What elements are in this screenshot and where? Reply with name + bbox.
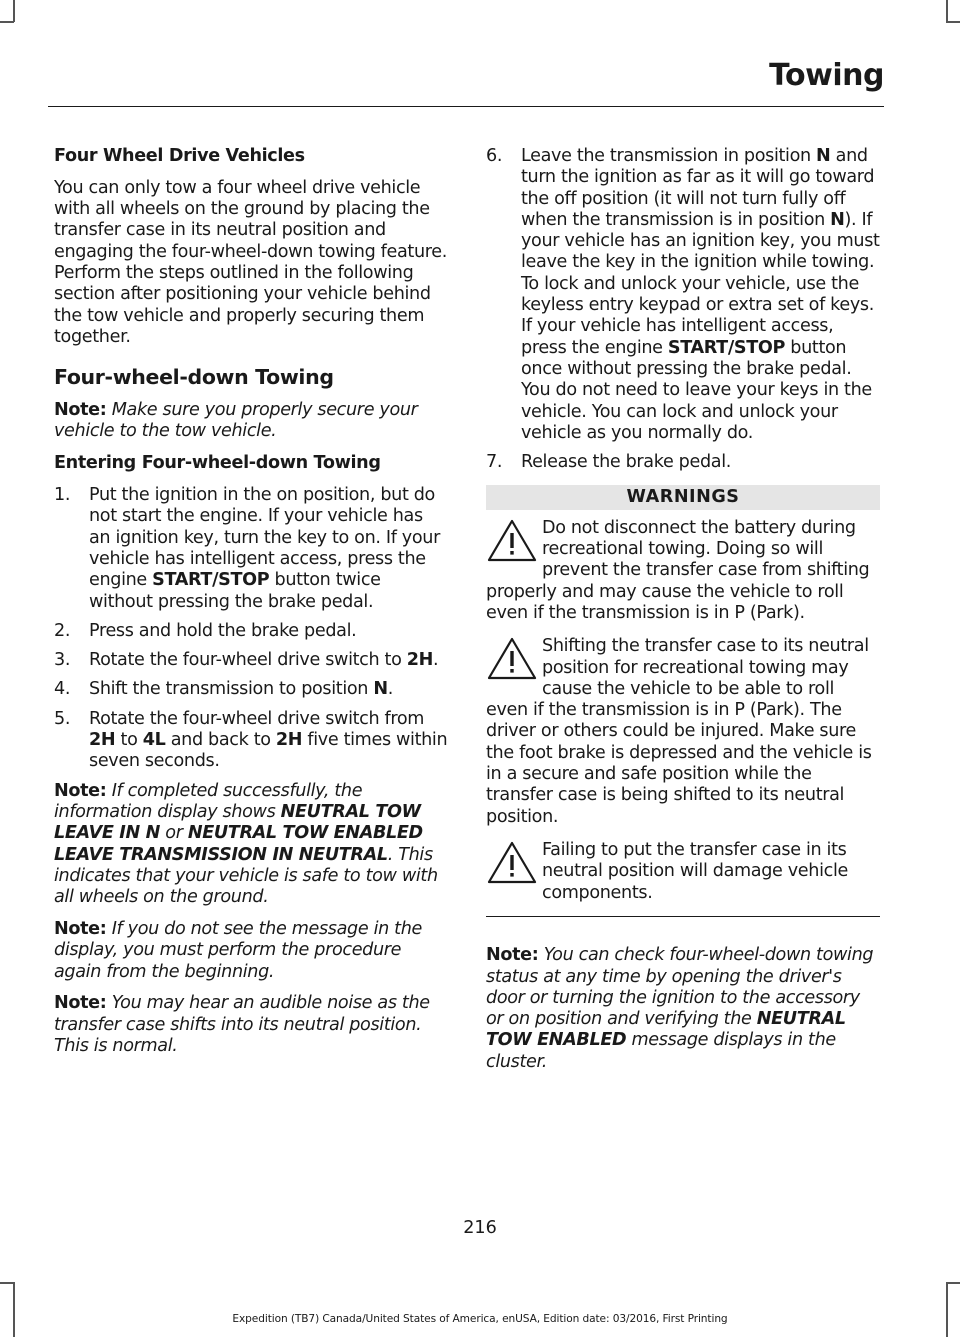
warning-triangle-icon bbox=[486, 518, 538, 564]
subheading: Entering Four-wheel-down Towing bbox=[54, 453, 381, 474]
note-label: Note: bbox=[54, 780, 107, 801]
note-retry: Note: If you do not see the message in the display, you must perform the procedure again from the beginning. bbox=[54, 918, 422, 982]
steps-list-continued bbox=[486, 146, 880, 473]
list-item: 7. Release the brake pedal. bbox=[486, 452, 731, 473]
warning-triangle-icon bbox=[486, 840, 538, 886]
note-label: Note: bbox=[54, 993, 107, 1014]
warning-item bbox=[486, 840, 880, 904]
crop-mark-tl-v bbox=[13, 0, 15, 22]
title-rule bbox=[48, 106, 884, 107]
crop-mark-tr-v bbox=[946, 0, 948, 22]
steps-list bbox=[54, 485, 448, 773]
note-label: Note: bbox=[54, 918, 107, 939]
warnings-end-rule bbox=[486, 916, 880, 918]
warning-item bbox=[486, 518, 880, 624]
edition-footer: Expedition (TB7) Canada/United States of America, enUSA, Edition date: 03/2016, First Printing bbox=[232, 1313, 728, 1325]
warning-text: Failing to put the transfer case in its neutral position will damage vehicle components. bbox=[542, 839, 848, 903]
crop-mark-tl-h bbox=[0, 21, 14, 23]
warnings-header: WARNINGS bbox=[486, 485, 880, 509]
list-item: 2. Press and hold the brake pedal. bbox=[54, 620, 357, 641]
list-item: 5. Rotate the four-wheel drive switch from 2H to 4L and back to 2H five times within seven seconds. bbox=[54, 708, 448, 772]
crop-mark-br-v bbox=[946, 1282, 948, 1337]
warning-text: Do not disconnect the battery during recreational towing. Doing so will prevent the transfer case from shifting properly and may cause the vehicle to roll even if the transmission is in P (Park). bbox=[486, 517, 870, 623]
warning-triangle-icon bbox=[486, 636, 538, 682]
note-label: Note: bbox=[486, 945, 539, 966]
intro-paragraph: You can only tow a four wheel drive vehicle with all wheels on the ground by placing the transfer case in its neutral position and engaging the four-wheel-down towing feature. Perform the steps outlined in the following section after positioning your vehicle behind the tow vehicle and properly securing them together. bbox=[54, 177, 447, 347]
note-display-message: Note: If completed successfully, the information display shows NEUTRAL TOW LEAVE IN N or NEUTRAL TOW ENABLED LEAVE TRANSMISSION IN NEUTRAL. This indicates that your vehicle is safe to tow with all wheels on the ground. bbox=[54, 780, 438, 908]
list-item: 1. Put the ignition in the on position, but do not start the engine. If your vehicle has an ignition key, turn the key to on. If your vehicle has intelligent access, press the engine START/STOP button twice without pressing the brake pedal. bbox=[54, 485, 440, 612]
section-title: Four-wheel-down Towing bbox=[54, 365, 334, 390]
crop-mark-bl-v bbox=[13, 1282, 15, 1337]
page-number: 216 bbox=[463, 1218, 497, 1238]
warning-item bbox=[486, 636, 880, 828]
note-secure: Note: Make sure you properly secure your vehicle to the tow vehicle. bbox=[54, 400, 418, 442]
list-item: 3. Rotate the four-wheel drive switch to 2H. bbox=[54, 650, 439, 671]
crop-mark-br-h bbox=[946, 1282, 960, 1284]
crop-mark-tr-h bbox=[946, 21, 960, 23]
crop-mark-bl-h bbox=[0, 1282, 14, 1284]
right-column bbox=[486, 146, 880, 1084]
left-column bbox=[54, 146, 448, 1068]
warning-text: Shifting the transfer case to its neutral position for recreational towing may cause the vehicle to be able to roll even if the transmission is in P (Park). The driver or others could be injured. Make sure the foot brake is depressed and the vehicle is in a secure and safe position while the transfer case is being shifted to its neutral position. bbox=[486, 636, 872, 827]
list-item: 4. Shift the transmission to position N. bbox=[54, 679, 393, 700]
section-heading: Four Wheel Drive Vehicles bbox=[54, 146, 305, 166]
page-title: Towing bbox=[769, 58, 884, 93]
note-noise: Note: You may hear an audible noise as the transfer case shifts into its neutral position. This is normal. bbox=[54, 993, 430, 1056]
list-item: 6. Leave the transmission in position N and turn the ignition as far as it will go toward the off position (it will not turn fully off when the transmission is in position N). If your vehicle has an ignition key, you must leave the key in the ignition while towing. To lock and unlock your vehicle, use the keyless entry keypad or extra set of keys. If your vehicle has intelligent access, press the engine START/STOP button once without pressing the brake pedal. You do not need to leave your keys in the vehicle. You can lock and unlock your vehicle as you normally do. bbox=[486, 146, 880, 443]
note-check-status: Note: You can check four-wheel-down towing status at any time by opening the driver's door or turning the ignition to the accessory or on position and verifying the NEUTRAL TOW ENABLED message displays in the cluster. bbox=[486, 945, 874, 1072]
note-label: Note: bbox=[54, 400, 107, 421]
